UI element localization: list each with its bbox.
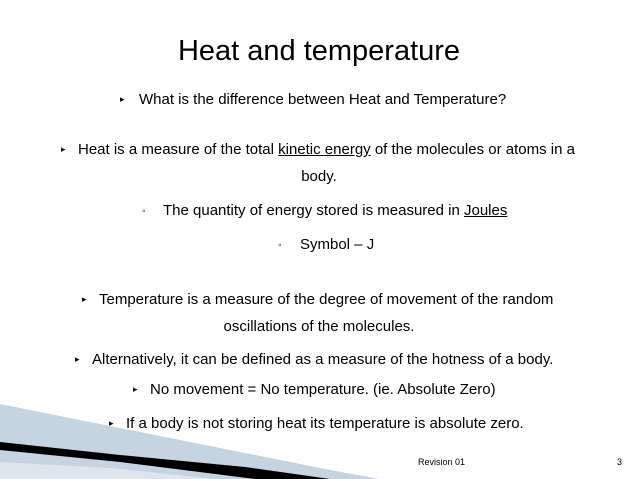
temperature-definition-line1: Temperature is a measure of the degree of movement of the random (99, 291, 554, 308)
arrow-bullet-icon: ▸ (82, 294, 87, 304)
symbol-line: Symbol – J (300, 236, 375, 253)
ring-bullet-icon: ◦ (278, 240, 282, 251)
page-number: 3 (617, 457, 623, 467)
heat-text-a: Heat is a measure of the total (78, 141, 279, 158)
heat-definition-line2: body. (301, 168, 337, 185)
absolute-zero-line: If a body is not storing heat its temperature is absolute zero. (126, 415, 524, 432)
heat-definition-line1 (78, 140, 575, 160)
kinetic-energy-link[interactable]: kinetic energy (278, 141, 371, 158)
arrow-bullet-icon: ▸ (75, 354, 80, 364)
no-movement-line: No movement = No temperature. (ie. Absolute Zero) (150, 381, 496, 398)
revision-label: Revision 01 (418, 457, 466, 467)
slide-title: Heat and temperature (177, 35, 461, 67)
joules-link[interactable]: Joules (464, 202, 508, 219)
ring-bullet-icon: ◦ (142, 206, 146, 217)
quantity-text: The quantity of energy stored is measured in (163, 202, 464, 219)
question-text: What is the difference between Heat and Temperature? (139, 91, 507, 108)
quantity-line (163, 201, 507, 221)
arrow-bullet-icon: ▸ (61, 144, 66, 154)
alternative-definition: Alternatively, it can be defined as a measure of the hotness of a body. (92, 351, 554, 368)
arrow-bullet-icon: ▸ (120, 94, 125, 104)
temperature-definition-line2: oscillations of the molecules. (223, 318, 415, 335)
heat-text-b: of the molecules or atoms in a (370, 141, 575, 158)
arrow-bullet-icon: ▸ (133, 384, 138, 394)
arrow-bullet-icon: ▸ (109, 418, 114, 428)
